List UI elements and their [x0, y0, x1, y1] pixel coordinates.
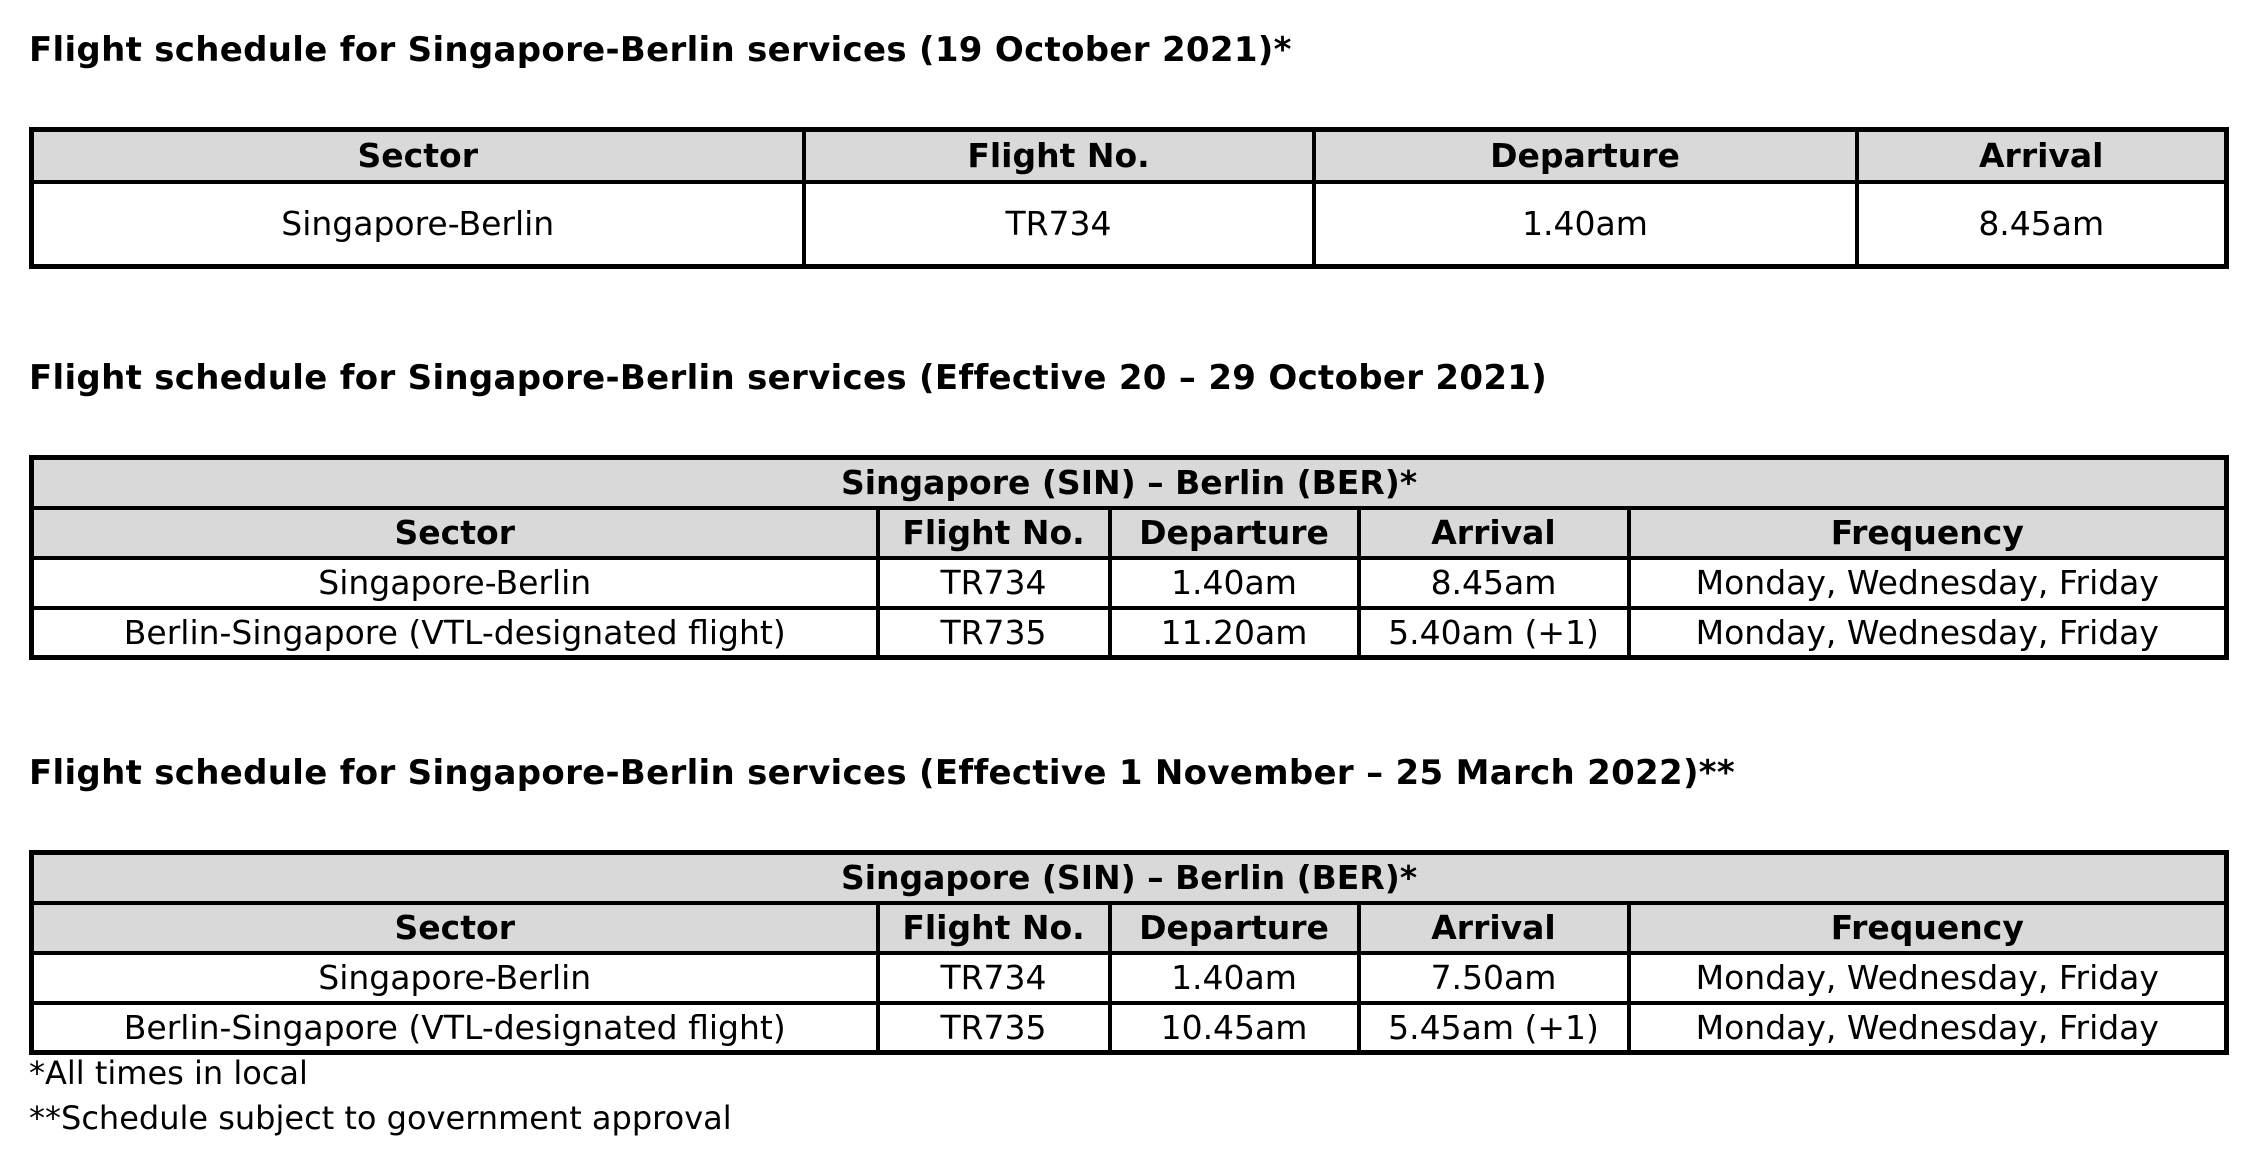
route-header: Singapore (SIN) – Berlin (BER)*: [32, 458, 2227, 508]
table-header-row: [32, 903, 2227, 953]
schedule-table-19-october: [29, 127, 2229, 269]
footnote-local-times: *All times in local: [29, 1054, 308, 1092]
cell-frequency: Monday, Wednesday, Friday: [1629, 608, 2227, 658]
cell-departure: 1.40am: [1110, 953, 1359, 1003]
column-header-arrival: Arrival: [1359, 903, 1629, 953]
cell-sector: Singapore-Berlin: [32, 558, 878, 608]
route-header-row: [32, 458, 2227, 508]
cell-frequency: Monday, Wednesday, Friday: [1629, 1003, 2227, 1053]
route-header-row: [32, 853, 2227, 903]
column-header-flight-no: Flight No.: [878, 508, 1110, 558]
column-header-sector: Sector: [32, 508, 878, 558]
schedule-table-20-29-october: [29, 455, 2229, 660]
cell-flight-no: TR734: [878, 953, 1110, 1003]
section-2-heading: Flight schedule for Singapore-Berlin services (Effective 20 – 29 October 2021): [29, 358, 1548, 398]
cell-sector: Singapore-Berlin: [32, 182, 804, 267]
footnote-government-approval: **Schedule subject to government approval: [29, 1099, 732, 1137]
cell-flight-no: TR734: [804, 182, 1314, 267]
cell-sector: Singapore-Berlin: [32, 953, 878, 1003]
schedule-table-november-march: [29, 850, 2229, 1055]
cell-flight-no: TR735: [878, 1003, 1110, 1053]
cell-sector: Berlin-Singapore (VTL-designated flight): [32, 1003, 878, 1053]
table-row: [32, 1003, 2227, 1053]
table-row: [32, 558, 2227, 608]
cell-arrival: 5.40am (+1): [1359, 608, 1629, 658]
column-header-departure: Departure: [1110, 903, 1359, 953]
table-header-row: [32, 130, 2227, 182]
section-1-heading: Flight schedule for Singapore-Berlin services (19 October 2021)*: [29, 30, 1292, 70]
cell-sector: Berlin-Singapore (VTL-designated flight): [32, 608, 878, 658]
column-header-departure: Departure: [1314, 130, 1857, 182]
cell-arrival: 8.45am: [1857, 182, 2227, 267]
cell-departure: 1.40am: [1110, 558, 1359, 608]
column-header-arrival: Arrival: [1857, 130, 2227, 182]
column-header-frequency: Frequency: [1629, 903, 2227, 953]
column-header-frequency: Frequency: [1629, 508, 2227, 558]
cell-frequency: Monday, Wednesday, Friday: [1629, 953, 2227, 1003]
cell-arrival: 7.50am: [1359, 953, 1629, 1003]
column-header-sector: Sector: [32, 130, 804, 182]
table-header-row: [32, 508, 2227, 558]
cell-flight-no: TR734: [878, 558, 1110, 608]
column-header-flight-no: Flight No.: [878, 903, 1110, 953]
column-header-departure: Departure: [1110, 508, 1359, 558]
cell-departure: 1.40am: [1314, 182, 1857, 267]
section-3-heading: Flight schedule for Singapore-Berlin services (Effective 1 November – 25 March 2022)**: [29, 753, 1735, 793]
cell-departure: 11.20am: [1110, 608, 1359, 658]
column-header-sector: Sector: [32, 903, 878, 953]
column-header-arrival: Arrival: [1359, 508, 1629, 558]
table-row: [32, 608, 2227, 658]
cell-arrival: 5.45am (+1): [1359, 1003, 1629, 1053]
column-header-flight-no: Flight No.: [804, 130, 1314, 182]
cell-departure: 10.45am: [1110, 1003, 1359, 1053]
cell-frequency: Monday, Wednesday, Friday: [1629, 558, 2227, 608]
cell-flight-no: TR735: [878, 608, 1110, 658]
table-row: [32, 182, 2227, 267]
cell-arrival: 8.45am: [1359, 558, 1629, 608]
route-header: Singapore (SIN) – Berlin (BER)*: [32, 853, 2227, 903]
table-row: [32, 953, 2227, 1003]
